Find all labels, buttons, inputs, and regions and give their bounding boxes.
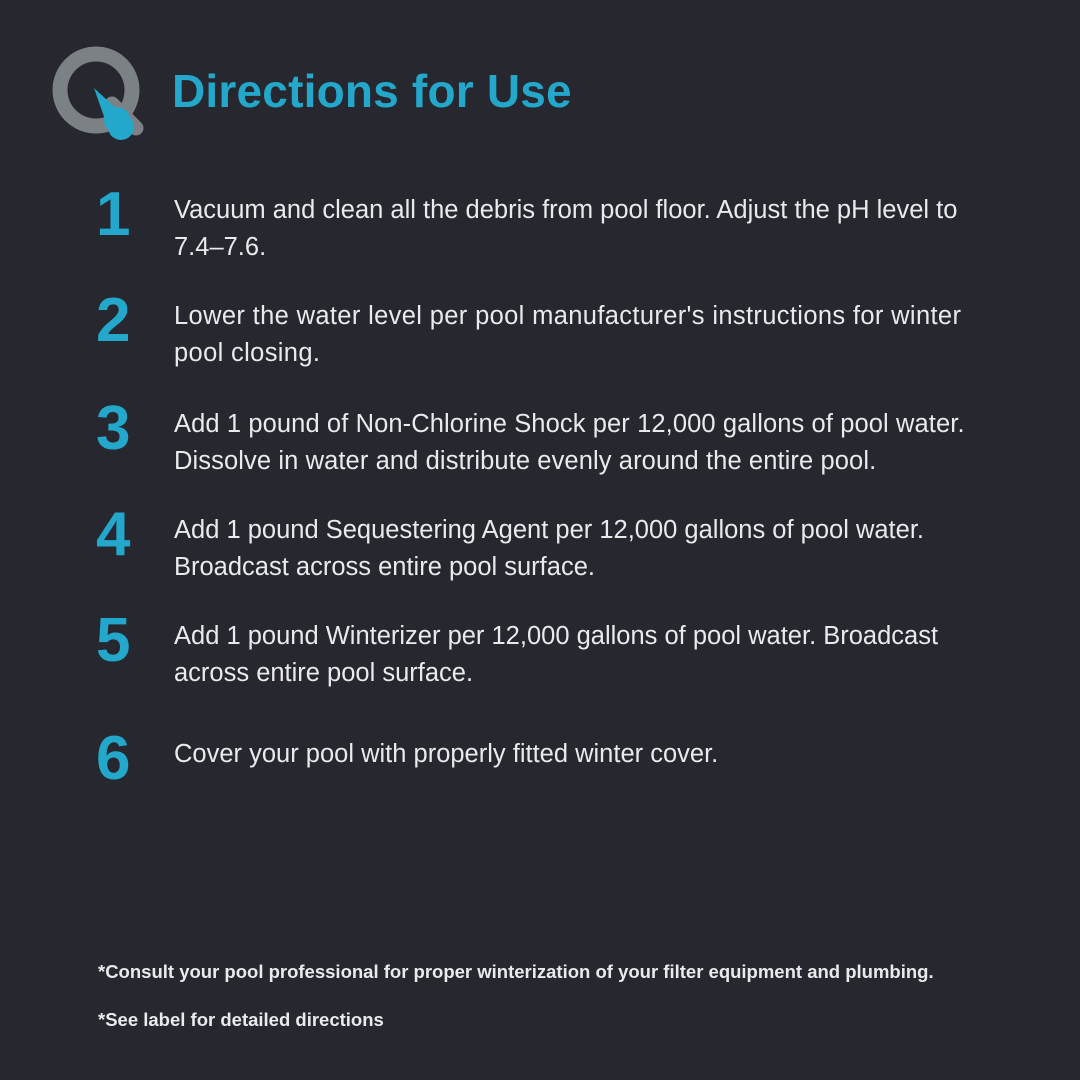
list-item bbox=[96, 605, 1080, 692]
footnote-see-label: *See label for detailed directions bbox=[98, 1008, 384, 1030]
step-text: Add 1 pound Sequestering Agent per 12,000 gallons of pool water. Broadcast across entire pool surface. bbox=[174, 515, 924, 581]
step-number: 3 bbox=[96, 393, 130, 463]
footnote-consult-professional: *Consult your pool professional for proper winterization of your filter equipment and plumbing. bbox=[98, 960, 934, 982]
list-item bbox=[96, 285, 1080, 372]
list-item bbox=[96, 180, 1080, 266]
step-number: 5 bbox=[96, 605, 130, 675]
step-text: Add 1 pound of Non-Chlorine Shock per 12,000 gallons of pool water. Dissolve in water and distribute evenly around the entire pool. bbox=[174, 409, 965, 475]
steps-list bbox=[0, 180, 1080, 793]
header bbox=[0, 0, 1080, 144]
page-title: Directions for Use bbox=[172, 65, 572, 117]
step-text: Add 1 pound Winterizer per 12,000 gallons of pool water. Broadcast across entire pool surface. bbox=[174, 621, 939, 687]
step-number: 2 bbox=[96, 285, 130, 355]
step-number: 1 bbox=[96, 180, 130, 249]
list-item bbox=[96, 723, 1080, 793]
list-item bbox=[96, 499, 1080, 586]
step-text: Vacuum and clean all the debris from pool floor. Adjust the pH level to 7.4–7.6. bbox=[174, 196, 958, 261]
pool-droplet-logo-icon bbox=[50, 44, 150, 144]
step-text: Cover your pool with properly fitted winter cover. bbox=[174, 739, 719, 768]
list-item bbox=[96, 393, 1080, 480]
step-number: 6 bbox=[96, 723, 130, 793]
step-text: Lower the water level per pool manufacturer's instructions for winter pool closing. bbox=[174, 301, 962, 367]
footnotes bbox=[98, 960, 998, 1032]
step-number: 4 bbox=[96, 499, 130, 569]
